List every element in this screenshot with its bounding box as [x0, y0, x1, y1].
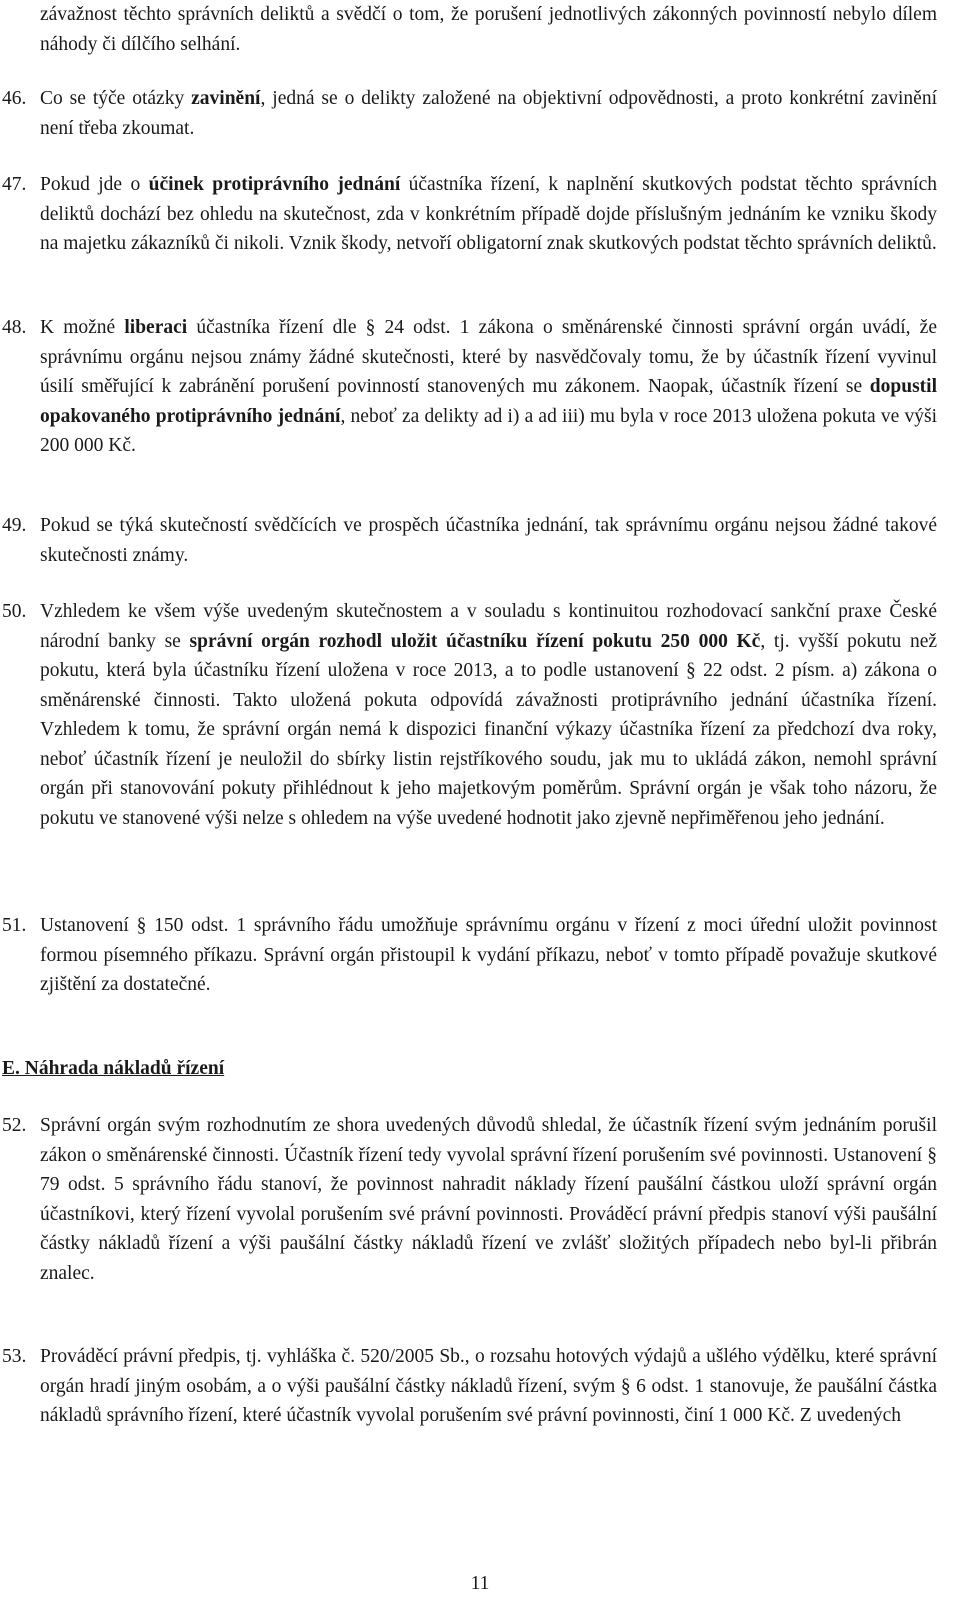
paragraph-number: 46. [2, 88, 27, 109]
text-segment: účastníka řízení dle § 24 odst. 1 zákona o směnárenské činnosti správní orgán uvádí, že správnímu orgánu nejsou známy žádné skutečnosti, které by nasvědčovaly tomu, že by účastník řízení vyvinul úsilí směřující k zabránění porušení povinností stanovených mu zákonem. Naopak, účastník řízení se [40, 317, 937, 397]
paragraph-number: 50. [2, 601, 27, 622]
paragraph-51 [0, 911, 960, 1000]
paragraph-50 [0, 597, 960, 833]
paragraph-48 [0, 313, 960, 461]
paragraph-number: 47. [2, 174, 27, 195]
paragraph-number: 49. [2, 515, 27, 536]
paragraph-number: 51. [2, 915, 27, 936]
text-segment-bold: správní orgán rozhodl uložit účastníku řízení pokutu 250 000 Kč [189, 630, 761, 652]
text-segment: Co se týče otázky [40, 88, 192, 109]
paragraph-52 [0, 1111, 960, 1288]
text-segment: Vzhledem ke všem výše uvedeným skutečnostem a v souladu s kontinuitou rozhodovací sankční praxe České národní banky se [40, 601, 937, 652]
text-segment-bold: dopustil opakovaného protiprávního jednání [40, 376, 937, 427]
paragraph-text [40, 84, 937, 143]
paragraph-text [40, 170, 937, 259]
paragraph-number: 53. [2, 1346, 27, 1367]
paragraph-46 [0, 84, 960, 143]
section-heading: E. Náhrada nákladů řízení [2, 1058, 225, 1079]
paragraph-53 [0, 1342, 960, 1431]
paragraph-text [40, 911, 937, 1000]
paragraph-text [40, 1111, 937, 1288]
paragraph-number: 48. [2, 317, 27, 338]
text-segment-bold: účinek protiprávního jednání [148, 174, 401, 195]
text-segment: účastníka řízení, k naplnění skutkových podstat těchto správních deliktů dochází bez ohledu na skutečnost, zda v konkrétním případě dojde příslušným jednáním ke vzniku škody na majetku zákazníků či nikoli. Vznik škody, netvoří obligatorní znak skutkových podstat těchto správních deliktů. [40, 174, 938, 254]
paragraph-text: závažnost těchto správních deliktů a svědčí o tom, že porušení jednotlivých zákonných povinností nebylo dílem náhody či dílčího selhání. [40, 4, 937, 55]
paragraph-text [40, 313, 937, 461]
text-segment: Pokud se týká skutečností svědčících ve prospěch účastníka jednání, tak správnímu orgánu nejsou žádné takové skutečnosti známy. [40, 515, 937, 566]
paragraph-text [40, 1342, 937, 1431]
paragraph-49 [0, 511, 960, 570]
text-segment: , tj. vyšší pokutu než pokutu, která byla účastníku řízení uložena v roce 2013, a to podle ustanovení § 22 odst. 2 písm. a) zákona o směnárenské činnosti. Takto uložená pokuta odpovídá závažnosti protiprávního jednání účastníka řízení. Vzhledem k tomu, že správní orgán nemá k dispozici finanční výkazy účastníka řízení za předchozí dva roky, neboť účastník řízení je neuložil do sbírky listin rejstříkového soudu, jak mu to ukládá zákon, nemohl správní orgán při stanovování pokuty přihlédnout k jeho majetkovým poměrům. Správní orgán je však toho názoru, že pokutu ve stanovené výši nelze s ohledem na výše uvedené hodnotit jako zjevně nepřiměřenou jeho jednání. [40, 630, 937, 829]
text-segment-bold: liberaci [124, 317, 188, 338]
text-segment: Správní orgán svým rozhodnutím ze shora uvedených důvodů shledal, že účastník řízení svým jednáním porušil zákon o směnárenské činnosti. Účastník řízení tedy vyvolal správní řízení porušením své povinnosti. Ustanovení § 79 odst. 5 správního řádu stanoví, že povinnost nahradit náklady řízení paušální částkou uloží správní orgán účastníkovi, který řízení vyvolal porušením své právní povinnosti. Prováděcí právní předpis stanoví výši paušální částky nákladů řízení a výši paušální částky nákladů řízení ve zvlášť složitých případech nebo byl-li přibrán znalec. [40, 1115, 937, 1284]
text-segment-bold: zavinění [191, 88, 261, 109]
paragraph-continuation [0, 0, 960, 59]
paragraph-text [40, 511, 937, 570]
paragraph-text [40, 597, 937, 833]
paragraph-47 [0, 170, 960, 259]
text-segment: Ustanovení § 150 odst. 1 správního řádu umožňuje správnímu orgánu v řízení z moci úřední uložit povinnost formou písemného příkazu. Správní orgán přistoupil k vydání příkazu, neboť v tomto případě považuje skutkové zjištění za dostatečné. [40, 915, 937, 995]
text-segment: , jedná se o delikty založené na objektivní odpovědnosti, a proto konkrétní zavinění není třeba zkoumat. [40, 88, 937, 139]
text-segment: Prováděcí právní předpis, tj. vyhláška č. 520/2005 Sb., o rozsahu hotových výdajů a ušlého výdělku, které správní orgán hradí jiným osobám, a o výši paušální částky nákladů řízení, svým § 6 odst. 1 stanovuje, že paušální částka nákladů správního řízení, které účastník vyvolal porušením své právní povinnosti, činí 1 000 Kč. Z uvedených [40, 1346, 937, 1426]
text-segment: , neboť za delikty ad i) a ad iii) mu byla v roce 2013 uložena pokuta ve výši 200 000 Kč. [40, 405, 937, 456]
text-segment: Pokud jde o [40, 174, 149, 195]
paragraph-number: 52. [2, 1115, 27, 1136]
text-segment: K možné [40, 317, 125, 338]
page-number: 11 [470, 1573, 490, 1594]
